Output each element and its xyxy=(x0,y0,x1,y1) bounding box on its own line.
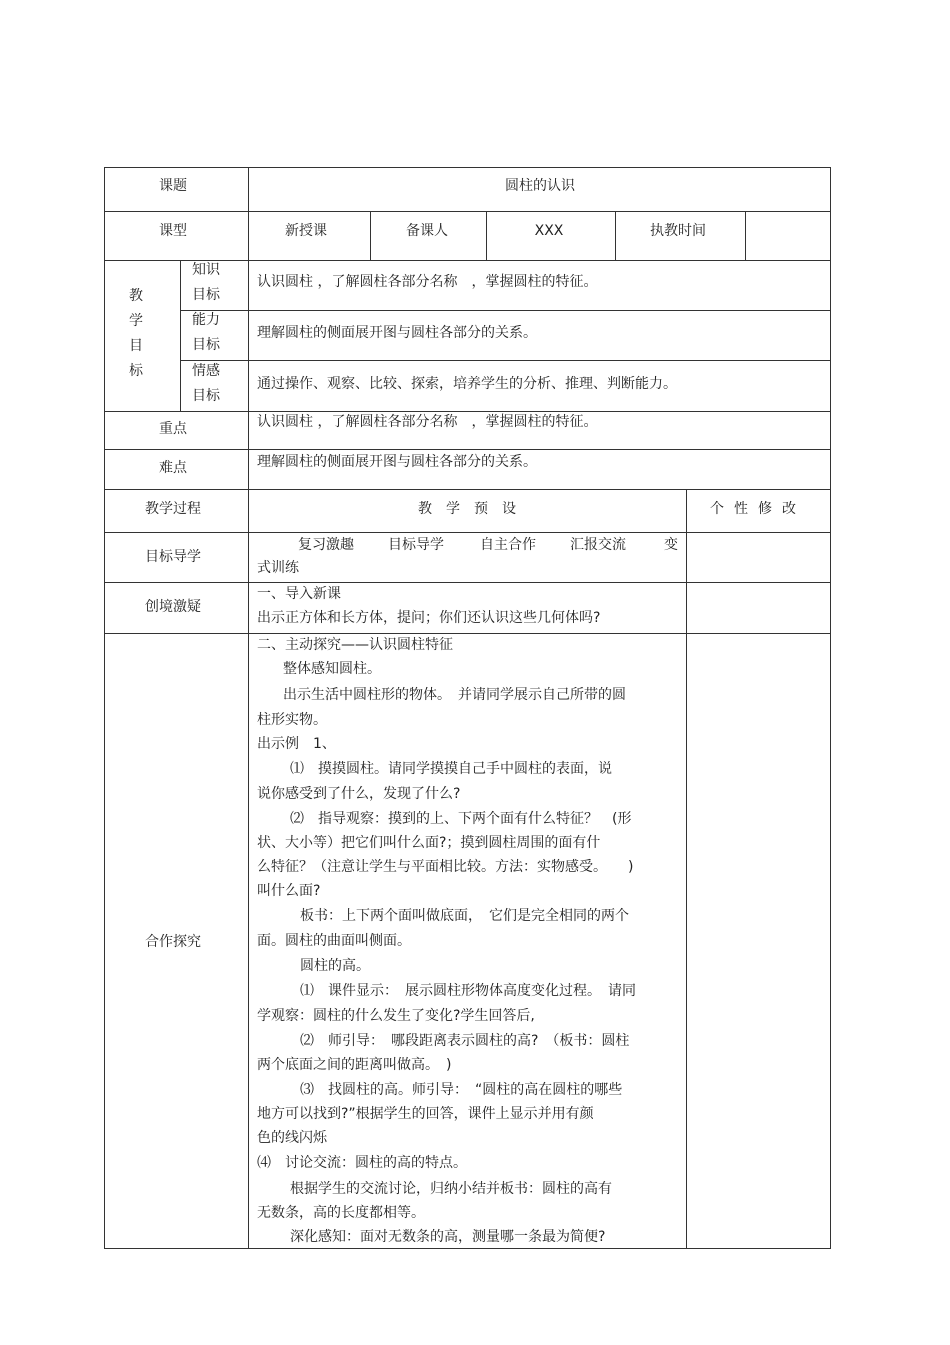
knowledge-goal-label-1: 知识 xyxy=(192,262,220,278)
situation-line: 一、导入新课 xyxy=(257,586,341,602)
time-label: 执教时间 xyxy=(650,223,706,239)
emotion-goal-label-1: 情感 xyxy=(192,363,220,379)
table-border-right xyxy=(830,167,831,1249)
ability-goal-text: 理解圆柱的侧面展开图与圆柱各部分的关系。 xyxy=(257,325,537,341)
ability-goal-label-2: 目标 xyxy=(192,337,220,353)
ability-goal-label-1: 能力 xyxy=(192,312,220,328)
column-divider xyxy=(248,167,249,1249)
column-divider xyxy=(370,211,371,260)
preparer-value: XXX xyxy=(534,223,564,239)
column-divider xyxy=(615,211,616,260)
key-point-label: 重点 xyxy=(159,421,187,437)
row-divider xyxy=(104,411,831,412)
row-divider xyxy=(104,633,831,634)
situation-label: 创境激疑 xyxy=(145,599,201,615)
table-border-bottom xyxy=(104,1248,831,1249)
row-divider xyxy=(180,360,831,361)
column-divider xyxy=(686,489,687,1249)
column-divider xyxy=(486,211,487,260)
guide-label: 目标导学 xyxy=(145,549,201,565)
emotion-goal-text: 通过操作、观察、比较、探索，培养学生的分析、推理、判断能力。 xyxy=(257,376,677,392)
type-value: 新授课 xyxy=(285,223,327,239)
row-divider xyxy=(104,532,831,533)
type-label: 课型 xyxy=(159,223,187,239)
column-divider xyxy=(180,260,181,411)
modify-heading: 个性修改 xyxy=(710,501,806,517)
difficulty-label: 难点 xyxy=(159,460,187,476)
explore-label: 合作探究 xyxy=(145,934,201,950)
row-divider xyxy=(104,582,831,583)
process-label: 教学过程 xyxy=(145,501,201,517)
row-divider xyxy=(104,211,831,212)
table-border-left xyxy=(104,167,105,1249)
table-border-top xyxy=(104,167,831,168)
difficulty-text: 理解圆柱的侧面展开图与圆柱各部分的关系。 xyxy=(257,454,537,470)
topic-label: 课题 xyxy=(159,178,187,194)
preset-heading: 教学预设 xyxy=(418,501,530,517)
row-divider xyxy=(104,449,831,450)
topic-value: 圆柱的认识 xyxy=(505,178,575,194)
knowledge-goal-label-2: 目标 xyxy=(192,287,220,303)
emotion-goal-label-2: 目标 xyxy=(192,388,220,404)
row-divider xyxy=(180,310,831,311)
key-point-text: 认识圆柱 ，了解圆柱各部分名称 ，掌握圆柱的特征。 xyxy=(257,414,598,430)
situation-line: 出示正方体和长方体，提问；你们还认识这些几何体吗? xyxy=(257,610,601,626)
column-divider xyxy=(745,211,746,260)
preparer-label: 备课人 xyxy=(406,223,448,239)
knowledge-goal-text: 认识圆柱 ，了解圆柱各部分名称 ，掌握圆柱的特征。 xyxy=(257,274,598,290)
row-divider xyxy=(104,489,831,490)
